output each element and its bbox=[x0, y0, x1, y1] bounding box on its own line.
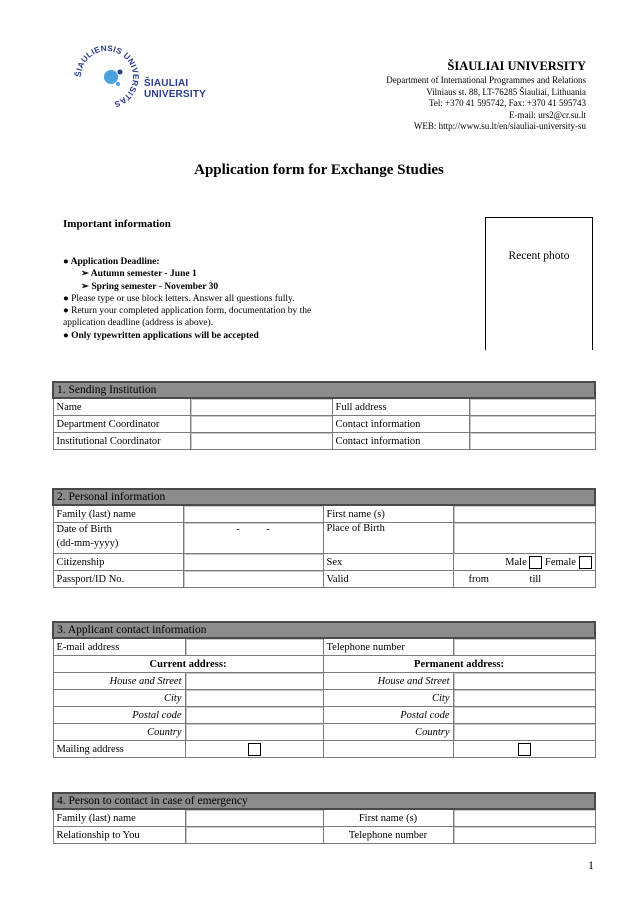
field-label: Postal code bbox=[53, 707, 185, 724]
info-line-1: ● Please type or use block letters. Answer all questions fully. bbox=[63, 293, 295, 304]
field-label: Telephone number bbox=[323, 827, 453, 844]
field-label: City bbox=[53, 690, 185, 707]
department-contact-input[interactable] bbox=[469, 416, 595, 433]
male-label: Male bbox=[505, 556, 527, 568]
empty-cell bbox=[323, 741, 453, 758]
department-name: Department of International Programmes and Relations bbox=[386, 75, 586, 85]
field-label: Contact information bbox=[332, 433, 469, 450]
field-label: Valid bbox=[323, 571, 453, 588]
field-label: First name (s) bbox=[323, 809, 453, 827]
field-label: Mailing address bbox=[53, 741, 185, 758]
sex-options bbox=[453, 554, 595, 571]
department-coordinator-input[interactable] bbox=[190, 416, 332, 433]
permanent-postal-input[interactable] bbox=[453, 707, 595, 724]
mailing-permanent-checkbox[interactable] bbox=[518, 743, 531, 756]
male-checkbox[interactable] bbox=[529, 556, 542, 569]
permanent-house-input[interactable] bbox=[453, 673, 595, 690]
mailing-current-checkbox[interactable] bbox=[248, 743, 261, 756]
phone-fax: Tel: +370 41 595742, Fax: +370 41 595743 bbox=[428, 98, 586, 108]
place-of-birth-input[interactable] bbox=[453, 523, 595, 554]
email-line: E-mail: urs2@cr.su.lt bbox=[508, 109, 586, 120]
mailing-permanent-cell bbox=[453, 741, 595, 758]
emergency-telephone-input[interactable] bbox=[453, 827, 595, 844]
university-logo bbox=[72, 42, 212, 127]
important-info-list bbox=[63, 256, 383, 342]
postal-address: Vilniaus st. 88, LT-76285 Šiauliai, Lithuania bbox=[426, 86, 586, 97]
applicant-contact-table bbox=[52, 621, 596, 758]
dob-separators: - - bbox=[236, 524, 270, 535]
female-label: Female bbox=[545, 556, 576, 568]
section-title: 4. Person to contact in case of emergency bbox=[53, 793, 595, 809]
institutional-coordinator-input[interactable] bbox=[190, 433, 332, 450]
current-house-input[interactable] bbox=[185, 673, 323, 690]
permanent-country-input[interactable] bbox=[453, 724, 595, 741]
dob-label-cell bbox=[53, 523, 183, 554]
current-country-input[interactable] bbox=[185, 724, 323, 741]
email-input[interactable] bbox=[185, 638, 323, 656]
field-label: E-mail address bbox=[53, 638, 185, 656]
info-line-4: ● Only typewritten applications will be accepted bbox=[63, 330, 259, 341]
from-label: from bbox=[468, 573, 489, 585]
section-title: 2. Personal information bbox=[53, 489, 595, 505]
field-label: Date of Birth bbox=[56, 524, 112, 535]
university-seal-icon bbox=[72, 42, 142, 112]
field-label: Passport/ID No. bbox=[53, 571, 183, 588]
field-label: First name (s) bbox=[323, 505, 453, 523]
full-address-input[interactable] bbox=[469, 398, 595, 416]
emergency-family-name-input[interactable] bbox=[185, 809, 323, 827]
relationship-input[interactable] bbox=[185, 827, 323, 844]
field-label: Citizenship bbox=[53, 554, 183, 571]
passport-input[interactable] bbox=[183, 571, 323, 588]
info-line-2: ● Return your completed application form, documentation by the bbox=[63, 306, 312, 317]
current-postal-input[interactable] bbox=[185, 707, 323, 724]
family-name-input[interactable] bbox=[183, 505, 323, 523]
logo-name-line2: UNIVERSITY bbox=[144, 89, 207, 100]
university-name: ŠIAULIAI UNIVERSITY bbox=[447, 59, 586, 73]
field-label: House and Street bbox=[323, 673, 453, 690]
field-label: Sex bbox=[323, 554, 453, 571]
field-hint: (dd-mm-yyyy) bbox=[56, 538, 119, 549]
form-title: Application form for Exchange Studies bbox=[194, 162, 444, 178]
photo-box[interactable] bbox=[485, 217, 593, 350]
mailing-current-cell bbox=[185, 741, 323, 758]
web-line: WEB: http://www.su.lt/en/siauliai-university-su bbox=[413, 121, 586, 131]
institutional-contact-input[interactable] bbox=[469, 433, 595, 450]
permanent-address-heading: Permanent address: bbox=[323, 656, 595, 673]
field-label: Country bbox=[323, 724, 453, 741]
current-city-input[interactable] bbox=[185, 690, 323, 707]
field-label: Postal code bbox=[323, 707, 453, 724]
personal-information-table bbox=[52, 488, 596, 588]
till-label: till bbox=[529, 573, 542, 585]
seal-ring-text: ŠIAULIENSIS UNIVERSITAS bbox=[73, 43, 141, 109]
field-label: Name bbox=[53, 398, 190, 416]
field-label: Family (last) name bbox=[53, 505, 183, 523]
section-title: 3. Applicant contact information bbox=[53, 622, 595, 638]
spring-deadline: ➢ Spring semester - November 30 bbox=[81, 281, 219, 292]
section-title: 1. Sending Institution bbox=[53, 382, 595, 398]
telephone-input[interactable] bbox=[453, 638, 595, 656]
first-name-input[interactable] bbox=[453, 505, 595, 523]
field-label: Country bbox=[53, 724, 185, 741]
emergency-first-name-input[interactable] bbox=[453, 809, 595, 827]
citizenship-input[interactable] bbox=[183, 554, 323, 571]
permanent-city-input[interactable] bbox=[453, 690, 595, 707]
sending-institution-table bbox=[52, 381, 596, 450]
field-label: Institutional Coordinator bbox=[53, 433, 190, 450]
field-label: Contact information bbox=[332, 416, 469, 433]
field-label: Family (last) name bbox=[53, 809, 185, 827]
emergency-contact-table bbox=[52, 792, 596, 844]
field-label: Relationship to You bbox=[53, 827, 185, 844]
current-address-heading: Current address: bbox=[53, 656, 323, 673]
female-checkbox[interactable] bbox=[579, 556, 592, 569]
field-label: Full address bbox=[332, 398, 469, 416]
photo-label: Recent photo bbox=[508, 250, 570, 262]
deadline-label: ● Application Deadline: bbox=[63, 257, 160, 267]
university-contact-header bbox=[386, 58, 586, 133]
field-label: Place of Birth bbox=[323, 523, 453, 554]
autumn-deadline: ➢ Autumn semester - June 1 bbox=[81, 269, 197, 280]
field-label: Department Coordinator bbox=[53, 416, 190, 433]
field-label: House and Street bbox=[53, 673, 185, 690]
important-info-heading: Important information bbox=[63, 218, 171, 230]
validity-dates[interactable] bbox=[453, 571, 595, 588]
page-number: 1 bbox=[588, 858, 594, 872]
logo-wordmark bbox=[144, 78, 206, 100]
dob-input[interactable] bbox=[183, 523, 323, 554]
logo-name-line1: ŠIAULIAI bbox=[144, 78, 189, 89]
field-label: City bbox=[323, 690, 453, 707]
info-line-3: application deadline (address is above). bbox=[63, 318, 214, 329]
field-label: Telephone number bbox=[323, 638, 453, 656]
institution-name-input[interactable] bbox=[190, 398, 332, 416]
